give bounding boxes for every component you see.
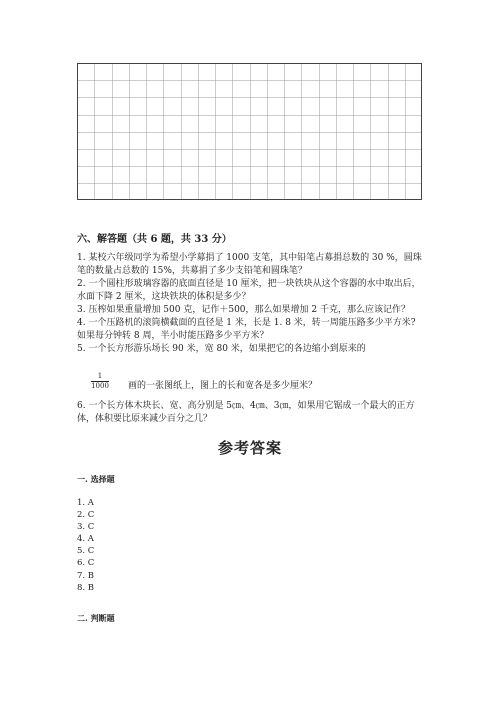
answer-item: 5. C: [77, 546, 95, 557]
answer-item: 7. B: [77, 570, 95, 581]
question-1: 1. 某校六年级同学为希望小学募捐了 1000 支笔，其中铅笔占募捐总数的 30 %，圆珠笔的数量占总数的 15%，共募捐了多少支铅笔和圆珠笔？: [77, 253, 422, 276]
answer-list: [77, 497, 94, 594]
writing-grid: [77, 63, 422, 200]
fraction: [90, 372, 110, 391]
fraction-numerator: 1: [97, 372, 103, 380]
question-5: 5. 一个长方形游乐场长 90 米，宽 80 米，如果把它的各边缩小到原来的: [77, 344, 366, 354]
answer-item: 3. C: [77, 522, 95, 533]
question-3: 3. 压榨如果重量增加 500 克，记作＋500，那么如果增加 2 千克，那么应该记作？: [77, 305, 410, 315]
answer-item: 2. C: [77, 510, 95, 521]
answer-part2-title: 二. 判断题: [77, 613, 115, 623]
fraction-denominator: 1000: [91, 382, 109, 390]
question-5-continuation: 画的一张图纸上，图上的长和宽各是多少厘米？: [128, 381, 318, 391]
answer-item: 8. B: [77, 582, 95, 593]
section-title: 六、解答题（共 6 题，共 33 分）: [77, 234, 232, 245]
answer-item: 1. A: [77, 498, 94, 508]
question-6: 6. 一个长方体木块长、宽、高分别是 5㎝、4㎝、3㎝，如果用它锯成一个最大的正方体，体积要比原来减少百分之几？: [77, 401, 415, 424]
answer-part1-title: 一. 选择题: [77, 474, 115, 484]
answer-item: 6. C: [77, 558, 95, 569]
answer-item: 4. A: [77, 534, 94, 545]
question-2: 2. 一个圆柱形玻璃容器的底面直径是 10 厘米，把一块铁块从这个容器的水中取出后，水面下降 2 厘米，这块铁块的体积是多少？: [77, 279, 421, 302]
question-4: 4. 一个压路机的滚筒横截面的直径是 1 米，长是 1. 8 米，转一周能压路多少平方米?如果每分钟转 8 周，半小时能压路多少平方米？: [77, 318, 416, 341]
answer-key-title: 参考答案: [217, 439, 282, 457]
